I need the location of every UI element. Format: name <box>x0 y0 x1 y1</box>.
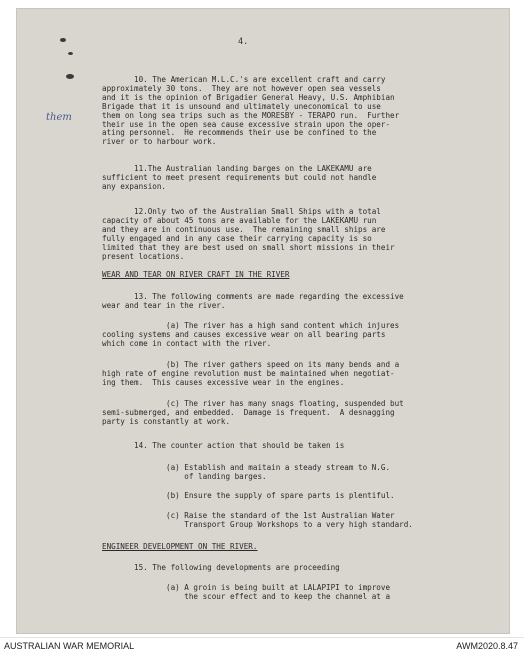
text-line: ing them. This causes excessive wear in the engines. <box>102 377 345 387</box>
paragraph <box>102 76 399 147</box>
paragraph <box>102 165 376 192</box>
document-page <box>16 8 510 634</box>
paragraph <box>102 564 340 573</box>
text-line: (a) Establish and maitain a steady stream to N.G. <box>102 463 391 472</box>
text-line: them on long sea trips such as the MORESBY - TERAPO run. Further <box>102 110 400 120</box>
text-line: present locations. <box>102 251 185 261</box>
section-heading: WEAR AND TEAR ON RIVER CRAFT IN THE RIVER <box>102 270 290 279</box>
text-line: (a) The river has a high sand content which injures <box>102 321 400 330</box>
text-line: 10. The American M.L.C.'s are excellent craft and carry <box>102 75 386 84</box>
text-line: fully engaged and in any case their carrying capacity is so <box>102 233 372 243</box>
paragraph <box>102 492 395 501</box>
text-line: their use in the open sea cause excessive strain upon the oper- <box>102 119 391 129</box>
text-line: high rate of engine revolution must be maintained when negotiat- <box>102 368 395 378</box>
text-line: (b) Ensure the supply of spare parts is plentiful. <box>102 491 395 500</box>
text-line: wear and tear in the river. <box>102 300 226 310</box>
paragraph <box>102 400 404 427</box>
ink-blot <box>66 74 74 79</box>
ink-blot <box>60 38 66 42</box>
paragraph <box>102 512 413 530</box>
text-line: river or to harbour work. <box>102 137 217 147</box>
text-line: cooling systems and causes excessive wear on all bearing parts <box>102 329 386 339</box>
text-line: 13. The following comments are made regarding the excessive <box>102 292 404 301</box>
text-line: Brigade that it is unsound and ultimately uneconomical to use <box>102 101 381 111</box>
section-heading: ENGINEER DEVELOPMENT ON THE RIVER. <box>102 542 258 551</box>
text-line: (c) The river has many snags floating, suspended but <box>102 399 404 408</box>
text-line: which come in contact with the river. <box>102 338 272 348</box>
text-line: 15. The following developments are proceeding <box>102 563 340 572</box>
catalogue-reference: AWM2020.8.47 <box>456 641 518 651</box>
text-line: and they are in continuous use. The remaining small ships are <box>102 224 386 234</box>
handwritten-margin-note: them <box>46 112 72 123</box>
text-line: sufficient to meet present requirements but could not handle <box>102 172 377 182</box>
text-line: (a) A groin is being built at LALAPIPI to improve <box>102 583 391 592</box>
text-line: (b) The river gathers speed on its many bends and a <box>102 360 400 369</box>
text-line: limited that they are best used on small short missions in their <box>102 242 395 252</box>
paragraph <box>102 293 404 311</box>
text-line: capacity of about 45 tons are available for the LAKEKAMU run <box>102 215 377 225</box>
text-line: of landing barges. <box>102 471 267 481</box>
text-line: 11.The Australian landing barges on the LAKEKAMU are <box>102 164 372 173</box>
text-line: semi-submerged, and embedded. Damage is frequent. A desnagging <box>102 407 395 417</box>
text-line: approximately 30 tons. They are not however open sea vessels <box>102 83 381 93</box>
text-line: 12.Only two of the Australian Small Ships with a total <box>102 207 381 216</box>
text-line: ating personnel. He recommends their use be confined to the <box>102 128 377 138</box>
paragraph <box>102 584 390 602</box>
text-line: Transport Group Workshops to a very high standard. <box>102 519 413 529</box>
text-line: and it is the opinion of Brigadier General Heavy, U.S. Amphibian <box>102 92 395 102</box>
text-line: party is constantly at work. <box>102 416 231 426</box>
footer-bar <box>0 637 524 654</box>
text-line: any expansion. <box>102 181 167 191</box>
paragraph <box>102 208 395 261</box>
ink-blot <box>68 52 73 55</box>
paragraph <box>102 464 390 482</box>
text-line: (c) Raise the standard of the 1st Australian Water <box>102 511 395 520</box>
institution-name: AUSTRALIAN WAR MEMORIAL <box>4 641 135 651</box>
paragraph <box>102 322 399 349</box>
text-line: the scour effect and to keep the channel at a <box>102 591 391 601</box>
paragraph <box>102 361 399 388</box>
page-number: 4. <box>238 37 249 47</box>
paragraph <box>102 442 344 451</box>
text-line: 14. The counter action that should be taken is <box>102 441 345 450</box>
